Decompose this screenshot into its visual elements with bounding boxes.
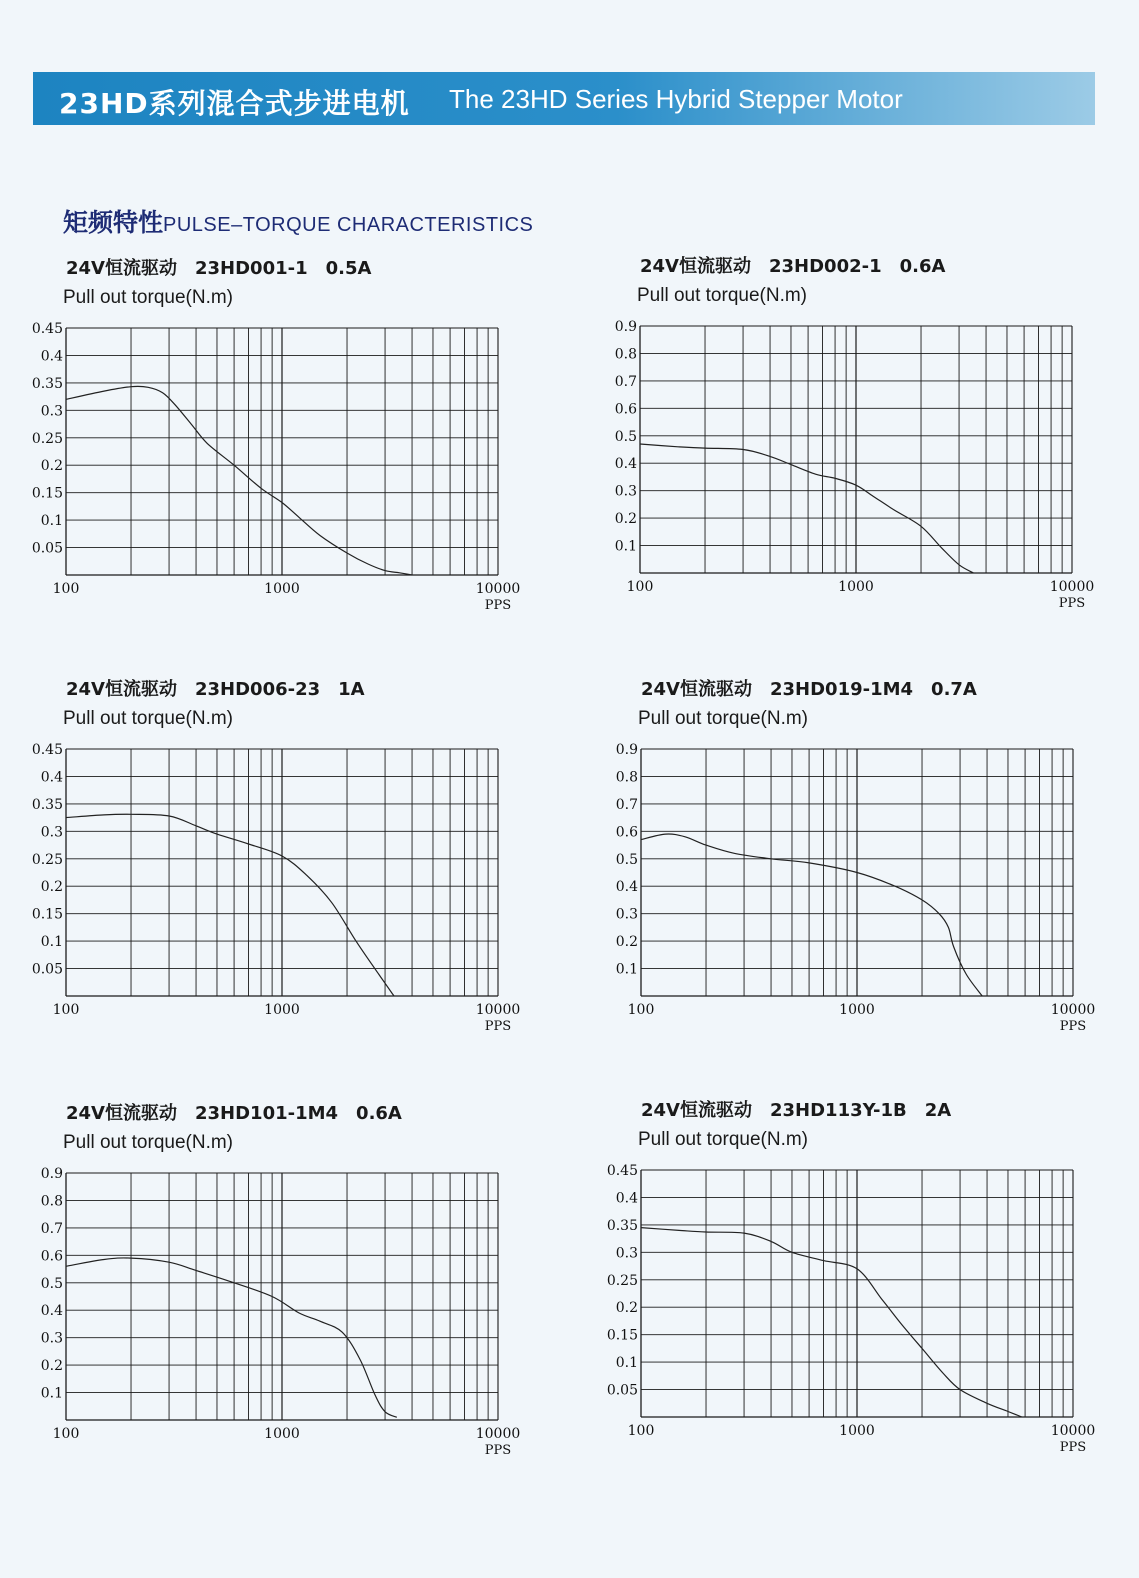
chart-title-model: 23HD002-1 xyxy=(768,256,882,277)
chart-ylabel: Pull out torque(N.m) xyxy=(63,1132,234,1153)
y-tick-label: 0.1 xyxy=(614,538,637,555)
chart-ylabel: Pull out torque(N.m) xyxy=(638,1129,809,1150)
y-tick-label: 0.2 xyxy=(40,879,63,896)
chart-title-model: 23HD113Y-1B xyxy=(769,1100,907,1121)
y-tick-label: 0.9 xyxy=(615,742,638,758)
y-tick-label: 0.05 xyxy=(31,961,63,978)
series-line xyxy=(66,386,412,575)
y-tick-label: 0.5 xyxy=(614,428,637,445)
series-line xyxy=(641,1228,1022,1417)
chart-title-drive: 24V恒流驱动 xyxy=(66,258,177,279)
x-axis-label: PPS xyxy=(484,1443,512,1458)
x-tick-label: 1000 xyxy=(264,581,300,597)
chart-ylabel: Pull out torque(N.m) xyxy=(638,708,809,729)
chart-title xyxy=(640,252,963,278)
x-tick-label: 100 xyxy=(52,1002,80,1018)
y-tick-label: 0.7 xyxy=(615,796,638,813)
y-tick-label: 0.3 xyxy=(40,403,63,420)
y-tick-label: 0.15 xyxy=(31,906,63,923)
x-tick-label: 1000 xyxy=(839,1002,875,1018)
y-tick-label: 0.2 xyxy=(614,511,637,528)
y-tick-label: 0.2 xyxy=(40,1358,63,1375)
x-tick-label: 10000 xyxy=(475,1426,521,1442)
x-tick-label: 1000 xyxy=(264,1002,300,1018)
y-tick-label: 0.35 xyxy=(606,1217,638,1234)
y-tick-label: 0.7 xyxy=(40,1220,63,1237)
y-tick-label: 0.4 xyxy=(615,879,638,896)
chart-title-current: 0.5A xyxy=(325,258,372,279)
chart-plot xyxy=(31,729,540,1034)
x-axis-label: PPS xyxy=(484,1019,512,1034)
chart-ylabel: Pull out torque(N.m) xyxy=(637,285,808,306)
chart-title xyxy=(66,254,389,280)
x-tick-label: 1000 xyxy=(839,1423,875,1439)
y-tick-label: 0.6 xyxy=(40,1248,63,1265)
y-tick-label: 0.4 xyxy=(40,769,63,786)
y-tick-label: 0.7 xyxy=(614,373,637,390)
x-tick-label: 100 xyxy=(627,1423,655,1439)
chart-title xyxy=(641,1096,969,1122)
chart-title-drive: 24V恒流驱动 xyxy=(66,679,177,700)
y-tick-label: 0.35 xyxy=(31,375,63,392)
chart-plot xyxy=(33,1153,540,1458)
y-tick-label: 0.2 xyxy=(615,934,638,951)
x-axis-label: PPS xyxy=(484,598,512,613)
y-tick-label: 0.1 xyxy=(40,1385,63,1402)
y-tick-label: 0.9 xyxy=(614,319,637,335)
x-tick-label: 10000 xyxy=(1049,579,1095,595)
section-title-cn: 矩频特性 xyxy=(63,208,164,237)
y-tick-label: 0.3 xyxy=(615,906,638,923)
y-tick-label: 0.35 xyxy=(31,796,63,813)
y-tick-label: 0.3 xyxy=(614,483,637,500)
banner-title-en: The 23HD Series Hybrid Stepper Motor xyxy=(449,84,903,114)
banner-title-cn: 23HD系列混合式步进电机 xyxy=(59,87,410,120)
x-tick-label: 1000 xyxy=(264,1426,300,1442)
y-tick-label: 0.15 xyxy=(606,1327,638,1344)
y-tick-label: 0.6 xyxy=(614,401,637,418)
chart-plot xyxy=(607,306,1114,611)
chart-title xyxy=(66,1099,420,1125)
chart-title-current: 2A xyxy=(924,1100,952,1121)
x-tick-label: 10000 xyxy=(475,581,521,597)
y-tick-label: 0.2 xyxy=(615,1300,638,1317)
chart-title-model: 23HD006-23 xyxy=(194,679,321,700)
chart-plot xyxy=(31,308,540,613)
y-tick-label: 0.8 xyxy=(615,769,638,786)
y-tick-label: 0.8 xyxy=(614,346,637,363)
y-tick-label: 0.3 xyxy=(40,1330,63,1347)
y-tick-label: 0.15 xyxy=(31,485,63,502)
chart-title-model: 23HD101-1M4 xyxy=(194,1103,339,1124)
x-tick-label: 100 xyxy=(52,1426,80,1442)
x-tick-label: 1000 xyxy=(838,579,874,595)
y-tick-label: 0.4 xyxy=(614,456,637,473)
y-tick-label: 0.05 xyxy=(606,1382,638,1399)
chart-plot xyxy=(606,1150,1115,1455)
y-tick-label: 0.4 xyxy=(615,1190,638,1207)
section-heading xyxy=(63,203,533,239)
y-tick-label: 0.5 xyxy=(40,1275,63,1292)
y-tick-label: 0.3 xyxy=(615,1245,638,1262)
x-tick-label: 10000 xyxy=(1050,1002,1096,1018)
y-tick-label: 0.5 xyxy=(615,851,638,868)
x-tick-label: 10000 xyxy=(1050,1423,1096,1439)
header-banner xyxy=(33,72,1095,125)
series-line xyxy=(641,834,982,996)
chart-title-drive: 24V恒流驱动 xyxy=(66,1103,177,1124)
chart-plot xyxy=(608,729,1115,1034)
x-tick-label: 10000 xyxy=(475,1002,521,1018)
chart-title-model: 23HD001-1 xyxy=(194,258,308,279)
chart-ylabel: Pull out torque(N.m) xyxy=(63,287,234,308)
chart-title-drive: 24V恒流驱动 xyxy=(640,256,751,277)
y-tick-label: 0.3 xyxy=(40,824,63,841)
y-tick-label: 0.45 xyxy=(606,1163,638,1179)
y-tick-label: 0.25 xyxy=(31,430,63,447)
chart-title xyxy=(641,675,995,701)
chart-title-drive: 24V恒流驱动 xyxy=(641,679,752,700)
x-axis-label: PPS xyxy=(1059,1440,1087,1455)
y-tick-label: 0.6 xyxy=(615,824,638,841)
x-tick-label: 100 xyxy=(52,581,80,597)
y-tick-label: 0.1 xyxy=(40,513,63,530)
y-tick-label: 0.9 xyxy=(40,1166,63,1182)
y-tick-label: 0.25 xyxy=(606,1272,638,1289)
chart-title-model: 23HD019-1M4 xyxy=(769,679,914,700)
y-tick-label: 0.1 xyxy=(615,961,638,978)
chart-title-drive: 24V恒流驱动 xyxy=(641,1100,752,1121)
chart-title xyxy=(66,675,383,701)
chart-ylabel: Pull out torque(N.m) xyxy=(63,708,234,729)
y-tick-label: 0.2 xyxy=(40,458,63,475)
x-axis-label: PPS xyxy=(1058,596,1086,611)
y-tick-label: 0.05 xyxy=(31,540,63,557)
y-tick-label: 0.4 xyxy=(40,1303,63,1320)
y-tick-label: 0.1 xyxy=(40,934,63,951)
y-tick-label: 0.4 xyxy=(40,348,63,365)
x-axis-label: PPS xyxy=(1059,1019,1087,1034)
chart-title-current: 0.6A xyxy=(899,256,946,277)
chart-title-current: 0.7A xyxy=(931,679,977,700)
section-title-en: PULSE–TORQUE CHARACTERISTICS xyxy=(163,214,534,236)
y-tick-label: 0.45 xyxy=(31,321,63,337)
y-tick-label: 0.8 xyxy=(40,1193,63,1210)
x-tick-label: 100 xyxy=(627,1002,655,1018)
x-tick-label: 100 xyxy=(626,579,654,595)
chart-title-current: 0.6A xyxy=(356,1103,402,1124)
y-tick-label: 0.1 xyxy=(615,1355,638,1372)
y-tick-label: 0.45 xyxy=(31,742,63,758)
chart-title-current: 1A xyxy=(338,679,365,700)
y-tick-label: 0.25 xyxy=(31,851,63,868)
